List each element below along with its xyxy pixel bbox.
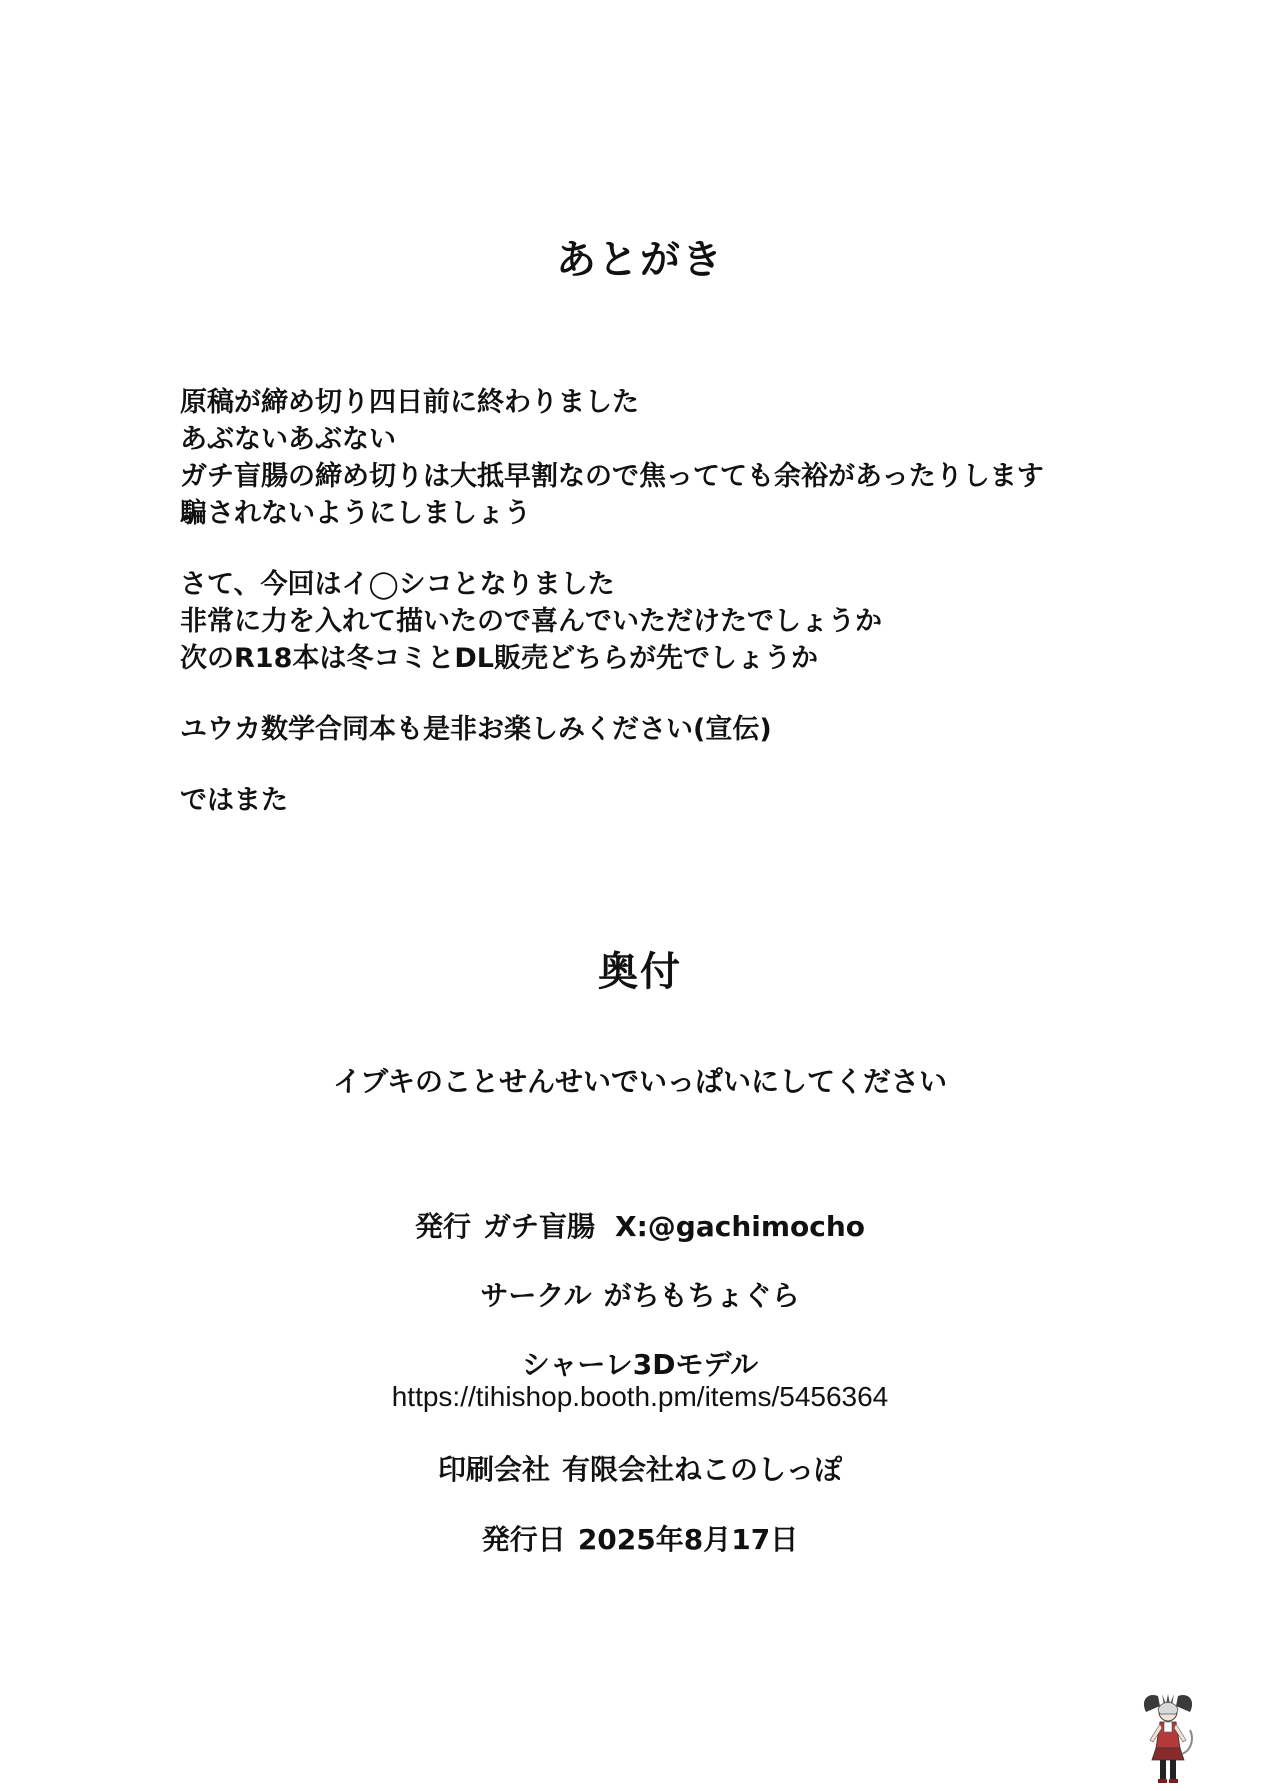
character-figure-icon (1138, 1690, 1198, 1785)
afterword-line: ガチ盲腸の締め切りは大抵早割なので焦ってても余裕があったりします (180, 461, 1044, 492)
printer-name: 有限会社ねこのしっぽ (562, 1453, 843, 1486)
afterword-line: あぶないあぶない (180, 424, 396, 455)
circle-name: がちもちょぐら (603, 1279, 800, 1312)
paragraph-gap (180, 677, 1140, 711)
date-line (0, 1518, 1280, 1558)
book-title: イブキのことせんせいでいっぱいにしてください (332, 1065, 948, 1098)
publisher-name: ガチ盲腸 (482, 1210, 595, 1243)
publisher-label: 発行 (414, 1210, 471, 1243)
afterword-line: ではまた (180, 785, 288, 816)
afterword-body (180, 384, 1140, 819)
circle-line (0, 1274, 1280, 1314)
publisher-handle: X:@gachimocho (615, 1210, 866, 1243)
afterword-line: ユウカ数学合同本も是非お楽しみください(宣伝) (180, 714, 772, 745)
date-label: 発行日 (481, 1523, 566, 1556)
date-value: 2025年8月17日 (577, 1523, 799, 1556)
afterword-line: 次のR18本は冬コミとDL販売どちらが先でしょうか (180, 643, 818, 674)
model-url: https://tihishop.booth.pm/items/5456364 (391, 1381, 889, 1412)
printer-label: 印刷会社 (437, 1453, 550, 1486)
colophon-title: 奥付 (598, 949, 682, 995)
afterword-line: 原稿が締め切り四日前に終わりました (180, 387, 639, 418)
afterword-line: さて、今回はイ◯シコとなりました (180, 569, 615, 600)
paragraph-gap (180, 748, 1140, 782)
afterword-line: 非常に力を入れて描いたので喜んでいただけたでしょうか (180, 606, 882, 637)
model-label: シャーレ3Dモデル (521, 1348, 759, 1381)
circle-label: サークル (480, 1279, 592, 1312)
printer-line (0, 1448, 1280, 1488)
paragraph-gap (180, 532, 1140, 566)
afterword-title: あとがき (556, 237, 724, 283)
afterword-line: 騙されないようにしましょう (180, 498, 531, 529)
publisher-line (0, 1205, 1280, 1245)
